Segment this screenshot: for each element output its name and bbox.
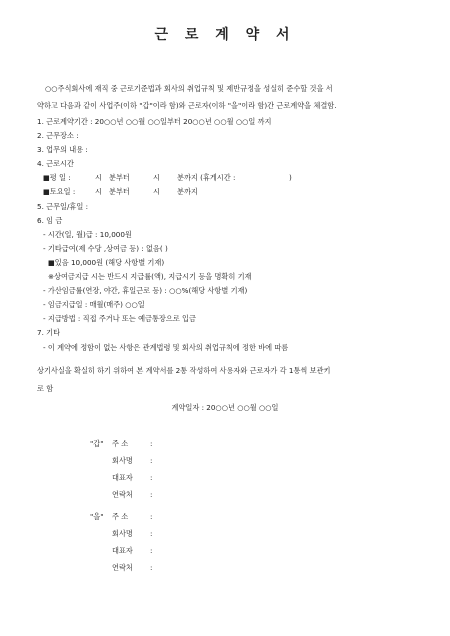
weekday-minute-start: 분부터 bbox=[109, 173, 130, 183]
employer-address-label: 주 소 bbox=[112, 439, 129, 448]
term-working-hours: 4. 근로시간 bbox=[37, 159, 74, 169]
employee-contact-row: 연락처 : bbox=[90, 559, 158, 576]
saturday-minute-end: 분까지 bbox=[177, 187, 198, 197]
party-employer bbox=[90, 435, 158, 503]
wage-payment-method: - 지급방법 : 직접 주거나 또는 예금통장으로 입금 bbox=[43, 314, 196, 324]
contract-terms bbox=[37, 115, 427, 355]
saturday-hour-end: 시 bbox=[153, 187, 160, 197]
employee-ceo-row: 대표자 : bbox=[90, 542, 158, 559]
employer-ceo-label: 대표자 bbox=[112, 473, 133, 482]
term-workdays-holidays: 5. 근무일/휴일 : bbox=[37, 201, 88, 211]
term-contract-period: 1. 근로계약기간 : 20○○년 ○○월 ○○일부터 20○○년 ○○월 ○○일 까지 bbox=[37, 117, 272, 126]
closing-line-2: 로 함 bbox=[37, 384, 54, 393]
party-employee bbox=[90, 508, 158, 576]
wage-rate: - 시간(일, 월)급 : 10,000원 bbox=[43, 229, 132, 239]
closing-line-1: 상기사실을 확실히 하기 위하여 본 계약서를 2통 작성하여 사용자와 근로자가 각 1통씩 보관키 bbox=[37, 366, 331, 375]
employee-company-row: 회사명 : bbox=[90, 525, 158, 542]
wage-other-pay: - 기타급여(제 수당 ,상여금 등) : 없음( ) bbox=[43, 243, 168, 253]
term-job-description: 3. 업무의 내용 : bbox=[37, 145, 88, 155]
closing-paragraph bbox=[37, 362, 422, 398]
employee-contact-label: 연락처 bbox=[112, 563, 133, 572]
employer-contact-label: 연락처 bbox=[112, 490, 133, 499]
term-workplace: 2. 근무장소 : bbox=[37, 131, 79, 141]
weekday-break-close: ) bbox=[289, 173, 292, 183]
other-clause: - 이 계약에 정함이 없는 사항은 관계법령 및 회사의 취업규칙에 정한 바에 따름 bbox=[43, 342, 289, 352]
contract-date: 계약일자 : 20○○년 ○○월 ○○일 bbox=[171, 403, 279, 412]
saturday-label: ■토요일 : bbox=[43, 187, 76, 197]
intro-line-2: 약하고 다음과 같이 사업주(이하 "갑"이라 함)와 근로자(이하 "을"이라 함)간 근로계약을 체결함. bbox=[37, 101, 337, 110]
wage-payday: - 임금지급일 : 매월(매주) ○○일 bbox=[43, 300, 145, 310]
intro-line-1: ○○주식회사에 재직 중 근로기준법과 회사의 취업규칙 및 제반규정을 성실히 준수할 것을 서 bbox=[45, 84, 333, 93]
wage-other-pay-yes: ■있음 10,000원 (해당 사항별 기재) bbox=[48, 257, 165, 267]
employee-address-label: 주 소 bbox=[112, 512, 129, 521]
employer-company-label: 회사명 bbox=[112, 456, 133, 465]
weekday-minute-end: 분까지 (휴게시간 : bbox=[177, 173, 236, 183]
term-other: 7. 기타 bbox=[37, 328, 61, 338]
weekday-hours-row bbox=[37, 171, 427, 185]
saturday-minute-start: 분부터 bbox=[109, 187, 130, 197]
saturday-hour-start: 시 bbox=[95, 187, 102, 197]
employer-contact-row: 연락처 : bbox=[90, 486, 158, 503]
weekday-hour-end: 시 bbox=[153, 173, 160, 183]
employer-label: "갑" bbox=[90, 439, 104, 448]
employee-address-row: "을" 주 소 : bbox=[90, 508, 158, 525]
saturday-hours-row bbox=[37, 185, 427, 199]
employer-company-row: 회사명 : bbox=[90, 452, 158, 469]
employee-label: "을" bbox=[90, 512, 104, 521]
intro-paragraph bbox=[37, 80, 417, 114]
employee-company-label: 회사명 bbox=[112, 529, 133, 538]
employer-ceo-row: 대표자 : bbox=[90, 469, 158, 486]
weekday-hour-start: 시 bbox=[95, 173, 102, 183]
wage-bonus-note: ※상여금지급 시는 반드시 지급률(액), 지급시기 등을 명확히 기재 bbox=[48, 272, 252, 282]
wage-premium-rate: - 가산임금률(연장, 야간, 휴일근로 등) : ○○%(해당 사항별 기재) bbox=[43, 286, 248, 296]
term-wages: 6. 임 금 bbox=[37, 215, 63, 225]
employee-ceo-label: 대표자 bbox=[112, 546, 133, 555]
document-title: 근 로 계 약 서 bbox=[154, 27, 296, 43]
employer-address-row: "갑" 주 소 : bbox=[90, 435, 158, 452]
weekday-label: ■평 일 : bbox=[43, 173, 71, 183]
